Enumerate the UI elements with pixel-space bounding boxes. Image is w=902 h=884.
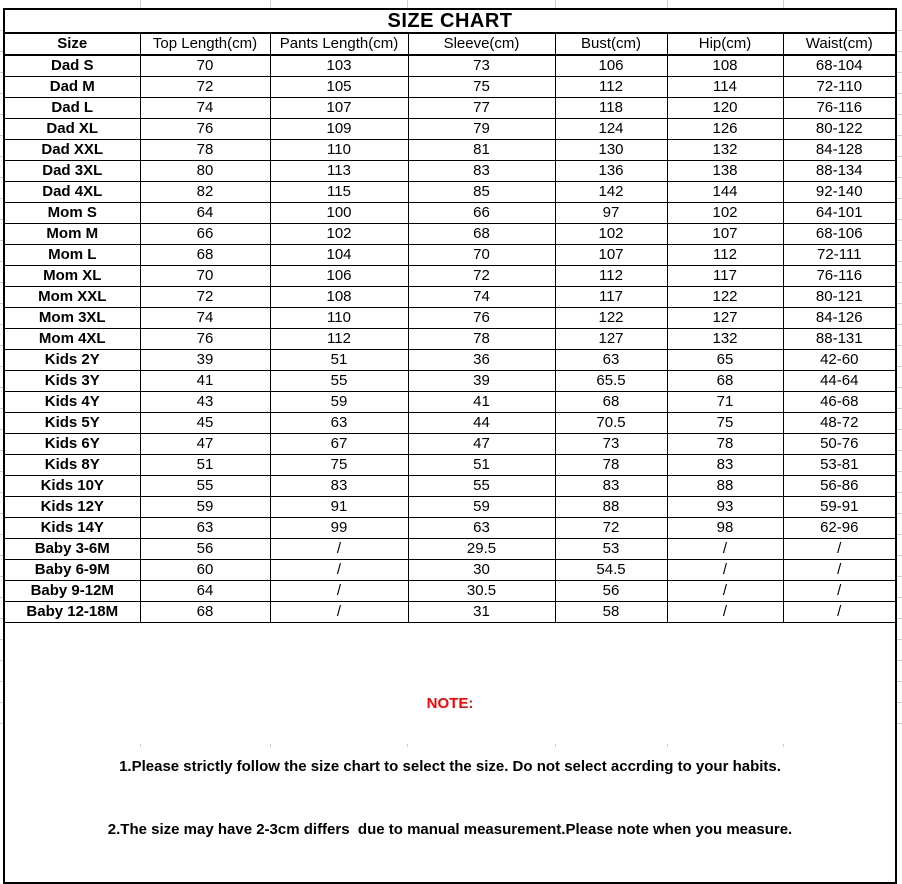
note-section <box>4 623 896 884</box>
size-label: Baby 6-9M <box>4 560 140 581</box>
cell-value: 70 <box>408 245 555 266</box>
cell-value: 64 <box>140 581 270 602</box>
cell-value: / <box>270 560 408 581</box>
size-label: Kids 10Y <box>4 476 140 497</box>
cell-value: 142 <box>555 182 667 203</box>
cell-value: 112 <box>270 329 408 350</box>
cell-value: 56-86 <box>783 476 896 497</box>
table-row <box>4 581 896 602</box>
cell-value: 72 <box>555 518 667 539</box>
cell-value: / <box>667 602 783 623</box>
cell-value: 76-116 <box>783 98 896 119</box>
note-row <box>4 623 896 884</box>
cell-value: 65 <box>667 350 783 371</box>
cell-value: 68 <box>555 392 667 413</box>
cell-value: 51 <box>408 455 555 476</box>
cell-value: 72 <box>140 77 270 98</box>
cell-value: / <box>667 581 783 602</box>
cell-value: 54.5 <box>555 560 667 581</box>
cell-value: / <box>270 581 408 602</box>
cell-value: 41 <box>408 392 555 413</box>
column-header-pants-length: Pants Length(cm) <box>270 33 408 55</box>
table-header-row <box>4 33 896 55</box>
cell-value: 106 <box>555 55 667 77</box>
cell-value: 64 <box>140 203 270 224</box>
table-row <box>4 245 896 266</box>
cell-value: 127 <box>555 329 667 350</box>
cell-value: 41 <box>140 371 270 392</box>
cell-value: 117 <box>555 287 667 308</box>
cell-value: 122 <box>555 308 667 329</box>
column-header-size: Size <box>4 33 140 55</box>
cell-value: 72 <box>408 266 555 287</box>
column-header-top-length: Top Length(cm) <box>140 33 270 55</box>
table-row <box>4 497 896 518</box>
size-label: Kids 14Y <box>4 518 140 539</box>
cell-value: 114 <box>667 77 783 98</box>
cell-value: 120 <box>667 98 783 119</box>
cell-value: 67 <box>270 434 408 455</box>
cell-value: / <box>270 539 408 560</box>
cell-value: 53 <box>555 539 667 560</box>
size-label: Mom 4XL <box>4 329 140 350</box>
cell-value: 88-134 <box>783 161 896 182</box>
cell-value: 84-126 <box>783 308 896 329</box>
cell-value: 127 <box>667 308 783 329</box>
cell-value: 68-106 <box>783 224 896 245</box>
cell-value: 92-140 <box>783 182 896 203</box>
column-header-bust: Bust(cm) <box>555 33 667 55</box>
cell-value: 58 <box>555 602 667 623</box>
cell-value: 48-72 <box>783 413 896 434</box>
cell-value: 97 <box>555 203 667 224</box>
table-row <box>4 119 896 140</box>
note-line-1: 1.Please strictly follow the size chart to select the size. Do not select accrding to your habits. <box>119 758 781 775</box>
size-chart-table <box>3 8 897 884</box>
cell-value: / <box>667 560 783 581</box>
cell-value: 79 <box>408 119 555 140</box>
cell-value: 55 <box>140 476 270 497</box>
table-row <box>4 98 896 119</box>
table-row <box>4 55 896 77</box>
cell-value: 75 <box>667 413 783 434</box>
cell-value: 76 <box>140 119 270 140</box>
cell-value: / <box>783 560 896 581</box>
table-row <box>4 287 896 308</box>
cell-value: 50-76 <box>783 434 896 455</box>
cell-value: 82 <box>140 182 270 203</box>
size-label: Kids 4Y <box>4 392 140 413</box>
cell-value: 47 <box>140 434 270 455</box>
cell-value: 83 <box>408 161 555 182</box>
page-title: SIZE CHART <box>4 9 896 33</box>
cell-value: / <box>783 602 896 623</box>
cell-value: 59 <box>270 392 408 413</box>
cell-value: 132 <box>667 329 783 350</box>
note-heading: NOTE: <box>426 695 474 712</box>
size-label: Mom M <box>4 224 140 245</box>
cell-value: 68-104 <box>783 55 896 77</box>
cell-value: 107 <box>555 245 667 266</box>
cell-value: 78 <box>667 434 783 455</box>
table-row <box>4 392 896 413</box>
cell-value: 78 <box>140 140 270 161</box>
cell-value: 126 <box>667 119 783 140</box>
size-label: Dad XXL <box>4 140 140 161</box>
cell-value: 39 <box>408 371 555 392</box>
table-row <box>4 182 896 203</box>
cell-value: 62-96 <box>783 518 896 539</box>
cell-value: 117 <box>667 266 783 287</box>
cell-value: 74 <box>140 98 270 119</box>
cell-value: 107 <box>270 98 408 119</box>
cell-value: 55 <box>408 476 555 497</box>
cell-value: 63 <box>270 413 408 434</box>
size-label: Mom 3XL <box>4 308 140 329</box>
cell-value: 132 <box>667 140 783 161</box>
cell-value: 103 <box>270 55 408 77</box>
table-row <box>4 434 896 455</box>
table-row <box>4 77 896 98</box>
size-label: Baby 9-12M <box>4 581 140 602</box>
cell-value: 76 <box>140 329 270 350</box>
size-label: Mom L <box>4 245 140 266</box>
cell-value: 136 <box>555 161 667 182</box>
cell-value: 68 <box>667 371 783 392</box>
cell-value: 83 <box>667 455 783 476</box>
cell-value: 71 <box>667 392 783 413</box>
cell-value: 84-128 <box>783 140 896 161</box>
size-label: Dad M <box>4 77 140 98</box>
table-row <box>4 308 896 329</box>
cell-value: 68 <box>140 245 270 266</box>
cell-value: 75 <box>408 77 555 98</box>
cell-value: 55 <box>270 371 408 392</box>
table-row <box>4 371 896 392</box>
cell-value: 78 <box>408 329 555 350</box>
cell-value: 30 <box>408 560 555 581</box>
cell-value: 36 <box>408 350 555 371</box>
size-label: Dad 3XL <box>4 161 140 182</box>
size-label: Mom XXL <box>4 287 140 308</box>
cell-value: 68 <box>408 224 555 245</box>
cell-value: 76 <box>408 308 555 329</box>
cell-value: 93 <box>667 497 783 518</box>
cell-value: 70.5 <box>555 413 667 434</box>
table-row <box>4 518 896 539</box>
cell-value: 98 <box>667 518 783 539</box>
cell-value: 83 <box>555 476 667 497</box>
cell-value: 44-64 <box>783 371 896 392</box>
cell-value: 30.5 <box>408 581 555 602</box>
cell-value: / <box>783 581 896 602</box>
cell-value: 77 <box>408 98 555 119</box>
cell-value: 112 <box>555 77 667 98</box>
cell-value: 72-111 <box>783 245 896 266</box>
cell-value: 70 <box>140 55 270 77</box>
cell-value: 115 <box>270 182 408 203</box>
cell-value: 59-91 <box>783 497 896 518</box>
table-row <box>4 266 896 287</box>
cell-value: 124 <box>555 119 667 140</box>
cell-value: 109 <box>270 119 408 140</box>
size-label: Kids 3Y <box>4 371 140 392</box>
table-row <box>4 203 896 224</box>
cell-value: 73 <box>408 55 555 77</box>
size-label: Baby 12-18M <box>4 602 140 623</box>
cell-value: 107 <box>667 224 783 245</box>
column-header-waist: Waist(cm) <box>783 33 896 55</box>
size-label: Kids 2Y <box>4 350 140 371</box>
cell-value: 78 <box>555 455 667 476</box>
cell-value: 59 <box>408 497 555 518</box>
cell-value: 59 <box>140 497 270 518</box>
cell-value: 72-110 <box>783 77 896 98</box>
cell-value: / <box>270 602 408 623</box>
cell-value: 112 <box>555 266 667 287</box>
cell-value: 46-68 <box>783 392 896 413</box>
cell-value: 74 <box>140 308 270 329</box>
cell-value: 68 <box>140 602 270 623</box>
cell-value: 88 <box>667 476 783 497</box>
cell-value: 83 <box>270 476 408 497</box>
cell-value: 85 <box>408 182 555 203</box>
table-body <box>4 55 896 623</box>
cell-value: 56 <box>555 581 667 602</box>
cell-value: 88 <box>555 497 667 518</box>
cell-value: 63 <box>140 518 270 539</box>
table-row <box>4 455 896 476</box>
table-row <box>4 476 896 497</box>
cell-value: / <box>783 539 896 560</box>
cell-value: 72 <box>140 287 270 308</box>
table-row <box>4 140 896 161</box>
table-row <box>4 602 896 623</box>
table-row <box>4 539 896 560</box>
cell-value: 80-121 <box>783 287 896 308</box>
cell-value: 66 <box>408 203 555 224</box>
cell-value: 60 <box>140 560 270 581</box>
cell-value: 91 <box>270 497 408 518</box>
cell-value: / <box>667 539 783 560</box>
table-row <box>4 329 896 350</box>
cell-value: 102 <box>270 224 408 245</box>
cell-value: 66 <box>140 224 270 245</box>
cell-value: 47 <box>408 434 555 455</box>
cell-value: 138 <box>667 161 783 182</box>
cell-value: 88-131 <box>783 329 896 350</box>
cell-value: 65.5 <box>555 371 667 392</box>
cell-value: 80-122 <box>783 119 896 140</box>
table-row <box>4 350 896 371</box>
cell-value: 76-116 <box>783 266 896 287</box>
cell-value: 51 <box>270 350 408 371</box>
cell-value: 80 <box>140 161 270 182</box>
gridline-stub-top <box>0 0 902 8</box>
table-row <box>4 161 896 182</box>
cell-value: 43 <box>140 392 270 413</box>
cell-value: 104 <box>270 245 408 266</box>
size-label: Kids 5Y <box>4 413 140 434</box>
cell-value: 122 <box>667 287 783 308</box>
cell-value: 44 <box>408 413 555 434</box>
cell-value: 118 <box>555 98 667 119</box>
cell-value: 144 <box>667 182 783 203</box>
cell-value: 100 <box>270 203 408 224</box>
cell-value: 102 <box>555 224 667 245</box>
cell-value: 75 <box>270 455 408 476</box>
cell-value: 74 <box>408 287 555 308</box>
cell-value: 102 <box>667 203 783 224</box>
cell-value: 110 <box>270 308 408 329</box>
cell-value: 112 <box>667 245 783 266</box>
cell-value: 31 <box>408 602 555 623</box>
cell-value: 39 <box>140 350 270 371</box>
size-label: Mom S <box>4 203 140 224</box>
size-label: Baby 3-6M <box>4 539 140 560</box>
cell-value: 81 <box>408 140 555 161</box>
cell-value: 113 <box>270 161 408 182</box>
cell-value: 70 <box>140 266 270 287</box>
cell-value: 73 <box>555 434 667 455</box>
cell-value: 99 <box>270 518 408 539</box>
column-header-sleeve: Sleeve(cm) <box>408 33 555 55</box>
cell-value: 110 <box>270 140 408 161</box>
cell-value: 29.5 <box>408 539 555 560</box>
size-label: Dad S <box>4 55 140 77</box>
cell-value: 64-101 <box>783 203 896 224</box>
table-row <box>4 413 896 434</box>
cell-value: 105 <box>270 77 408 98</box>
column-header-hip: Hip(cm) <box>667 33 783 55</box>
cell-value: 108 <box>667 55 783 77</box>
cell-value: 106 <box>270 266 408 287</box>
note-line-2: 2.The size may have 2-3cm differs due to manual measurement.Please note when you measure. <box>107 821 793 838</box>
cell-value: 63 <box>555 350 667 371</box>
size-label: Kids 12Y <box>4 497 140 518</box>
cell-value: 51 <box>140 455 270 476</box>
title-row <box>4 9 896 33</box>
cell-value: 56 <box>140 539 270 560</box>
cell-value: 63 <box>408 518 555 539</box>
size-label: Dad L <box>4 98 140 119</box>
cell-value: 108 <box>270 287 408 308</box>
size-label: Dad 4XL <box>4 182 140 203</box>
table-row <box>4 560 896 581</box>
cell-value: 45 <box>140 413 270 434</box>
cell-value: 42-60 <box>783 350 896 371</box>
table-row <box>4 224 896 245</box>
size-label: Kids 8Y <box>4 455 140 476</box>
cell-value: 53-81 <box>783 455 896 476</box>
cell-value: 130 <box>555 140 667 161</box>
size-label: Dad XL <box>4 119 140 140</box>
size-label: Mom XL <box>4 266 140 287</box>
size-label: Kids 6Y <box>4 434 140 455</box>
